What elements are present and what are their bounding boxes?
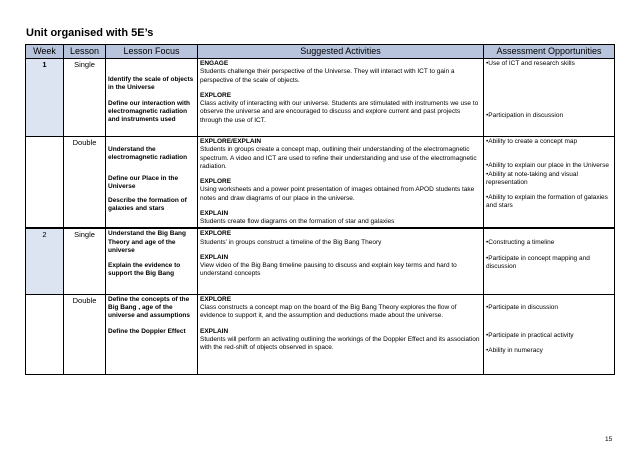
focus-cell <box>106 228 198 294</box>
assessment-item: • Constructing a timeline <box>486 239 612 247</box>
header-lesson-focus: Lesson Focus <box>106 45 198 59</box>
page-title: Unit organised with 5E’s <box>26 27 154 39</box>
assessment-item: • Ability to explain our place in the Universe <box>486 162 612 170</box>
focus-item: Understand the Big Bang Theory and age of the universe <box>108 230 187 254</box>
focus-item: Define our Place in the Universe <box>108 174 179 190</box>
activity-label: EXPLORE <box>200 178 232 185</box>
focus-item: Describe the formation of galaxies and stars <box>108 197 187 213</box>
focus-cell <box>106 137 198 229</box>
table-row <box>26 228 615 294</box>
focus-item: Define our interaction with electromagnetic radiation and instruments used <box>108 99 190 123</box>
activity-label: EXPLAIN <box>200 209 229 217</box>
activity-label: EXPLORE <box>200 91 232 99</box>
focus-item: Define the concepts of the Big Bang , age of the universe and assumptions <box>108 295 190 320</box>
week-cell <box>26 294 64 374</box>
assessment-cell <box>484 228 615 294</box>
activity-text: Using worksheets and a power point presentation of images obtained from APOD students take notes and draw diagrams of our place in the universe. <box>200 186 475 202</box>
activity-text: Students create flow diagrams on the formation of star and galaxies <box>200 218 395 225</box>
week-cell: 2 <box>26 228 64 294</box>
activities-cell <box>198 59 484 137</box>
activity-text: Students will perform an activating outlining the workings of the Doppler Effect and its association with the red-shift of objects observed in space. <box>200 335 480 351</box>
activity-text: Students in groups create a concept map, outlining their understanding of the electromagnetic spectrum. A video and ICT are used to refine their understanding and use of the electromagnetic radiation. <box>200 146 477 170</box>
activity-text: Students’ in groups construct a timeline of the Big Bang Theory <box>200 238 382 246</box>
header-assessment: Assessment Opportunities <box>484 45 615 59</box>
activity-label: ENGAGE <box>200 60 229 67</box>
table-row <box>26 137 615 229</box>
focus-cell <box>106 294 198 374</box>
header-row <box>26 45 615 59</box>
activities-cell <box>198 137 484 229</box>
assessment-cell <box>484 294 615 374</box>
assessment-item: • Use of ICT and research skills <box>486 60 612 68</box>
page-number: 15 <box>605 436 613 443</box>
assessment-item: • Participate in concept mapping and discussion <box>486 255 612 272</box>
activity-text: View video of the Big Bang timeline pausing to discuss and explain key terms and hard to understand concepts <box>200 262 457 278</box>
activity-label: EXPLORE/EXPLAIN <box>200 138 262 145</box>
table-row <box>26 294 615 374</box>
assessment-item: • Participate in practical activity <box>486 332 612 340</box>
activity-label: EXPLORE <box>200 295 232 303</box>
assessment-item: • Ability in numeracy <box>486 347 612 355</box>
lesson-cell: Single <box>64 228 106 294</box>
focus-cell <box>106 59 198 137</box>
activities-cell <box>198 294 484 374</box>
header-lesson: Lesson <box>64 45 106 59</box>
focus-item: Identify the scale of objects in the Universe <box>108 76 194 92</box>
assessment-cell <box>484 137 615 229</box>
assessment-item: • Participation in discussion <box>486 112 612 120</box>
week-cell: 1 <box>26 59 64 137</box>
focus-item: Define the Doppler Effect <box>108 327 186 335</box>
assessment-cell <box>484 59 615 137</box>
activity-label: EXPLAIN <box>200 327 229 335</box>
activity-label: EXPLORE <box>200 230 232 238</box>
activity-label: EXPLAIN <box>200 253 229 261</box>
activity-text: Students challenge their perspective of the Universe. They will interact with ICT to gain a perspective of the scale of objects. <box>200 68 455 84</box>
activity-text: Class activity of interacting with our universe. Students are stimulated with instruments we use to observe the universe and are encouraged to discuss and explore current and past projects through the use of ICT. <box>200 100 479 124</box>
assessment-item: • Ability at note-taking and visual representation <box>486 171 612 188</box>
lesson-cell: Double <box>64 137 106 229</box>
table-row <box>26 59 615 137</box>
assessment-item: • Participate in discussion <box>486 304 612 312</box>
focus-item: Understand the electromagnetic radiation <box>108 146 188 162</box>
header-suggested-activities: Suggested Activities <box>198 45 484 59</box>
focus-item: Explain the evidence to support the Big Bang <box>108 262 181 278</box>
activity-text: Class constructs a concept map on the board of the Big Bang Theory explores the flow of evidence to support it, and the assumption and deductions made about the universe. <box>200 304 457 320</box>
unit-plan-table <box>25 44 615 375</box>
activities-cell <box>198 228 484 294</box>
header-week: Week <box>26 45 64 59</box>
lesson-cell: Single <box>64 59 106 137</box>
assessment-item: • Ability to explain the formation of galaxies and stars <box>486 194 612 211</box>
week-cell <box>26 137 64 229</box>
assessment-item: • Ability to create a concept map <box>486 138 612 146</box>
lesson-cell: Double <box>64 294 106 374</box>
